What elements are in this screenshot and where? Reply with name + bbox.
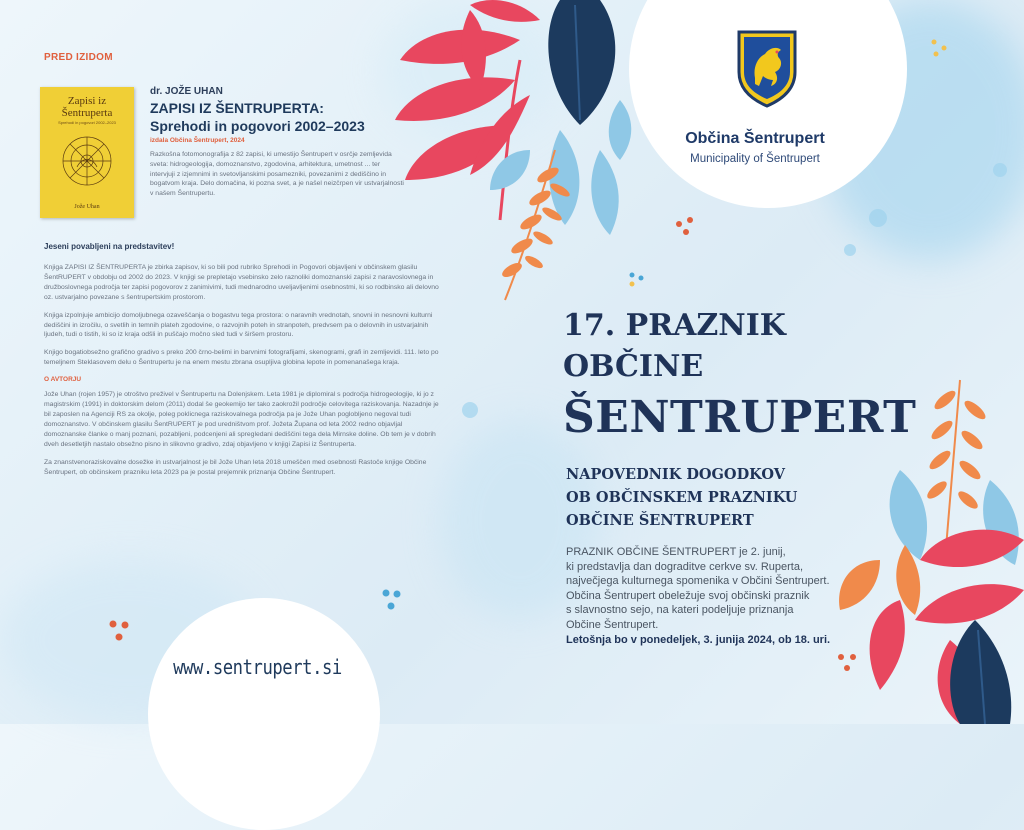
invite-heading: Jeseni povabljeni na predstavitev! xyxy=(44,242,175,251)
book-author: dr. JOŽE UHAN xyxy=(150,86,223,97)
article-paragraph: Knjiga ZAPISI IZ ŠENTRUPERTA je zbirka zapisov, ki so bili pod rubriko Sprehodi in Pogovori objavljeni v občinskem glasilu ŠentRUPERT v obdobju od 2002 do 2023. V knjigi se prepletajo vsebinsko zelo raznoliki domoznanski zapisi z naravoslovnega in družboslovnega področja ter zapisi pogovorov z zanimivimi, tudi mednarodno uveljavljenimi osebnostmi, ki so rodbinsko ali delovno oz. ustvarjalno povezane s šentrupertskim prostorom. xyxy=(44,264,439,301)
subheadline-line3: OBČINE ŠENTRUPERT xyxy=(566,512,754,529)
headline-line1: 17. PRAZNIK xyxy=(563,308,786,343)
intro-line: Občine Šentrupert. xyxy=(566,618,659,631)
coat-of-arms-icon xyxy=(735,28,799,108)
book-title xyxy=(150,99,412,135)
intro-line: PRAZNIK OBČINE ŠENTRUPERT je 2. junij, xyxy=(566,546,786,558)
cover-title-line2: Šentruperta xyxy=(61,107,113,119)
article-paragraph: Knjiga izpolnjuje ambicijo domoljubnega ozaveščanja o bogastvu tega prostora: o naravnih vrednotah, snovni in nesnovni kulturni dediščini in izročilu, o svetlih in temnih plateh zgodovine, o razvojnih poteh in stranpoteh, predvsem pa o delovnih in ustvarjalnih ljudeh, tudi o tistih, ki so iz kraja odšli in puščajo močno sled tudi v širšem prostoru. xyxy=(44,311,433,339)
website-circle xyxy=(148,598,380,830)
municipality-name: Občina Šentrupert xyxy=(685,130,825,147)
intro-line: Občina Šentrupert obeležuje svoj občinski praznik xyxy=(566,589,810,602)
municipality-subtitle: Municipality of Šentrupert xyxy=(690,153,820,165)
about-paragraph: Za znanstvenoraziskovalne dosežke in ustvarjalnost je bil Jože Uhan leta 2018 umeščen med osebnosti Rastoče knjige Občine Šentrupert, ob občinskem prazniku leta 2023 pa je postal prejemnik priznanja Občine Šentrupert. xyxy=(44,458,427,476)
subheadline xyxy=(566,463,797,532)
headline-line3: ŠENTRUPERT xyxy=(563,392,917,443)
book-info xyxy=(150,86,412,199)
cover-illustration xyxy=(57,129,117,189)
website-link[interactable]: www.sentrupert.si xyxy=(173,655,342,679)
cover-subtitle: Sprehodi in pogovori 2002–2023 xyxy=(58,120,116,125)
article-body xyxy=(44,242,439,485)
about-heading: O AVTORJU xyxy=(44,376,82,384)
cover-author: Jože Uhan xyxy=(74,204,100,210)
about-paragraph: Jože Uhan (rojen 1957) je otroštvo preživel v Šentrupertu na Dolenjskem. Leta 1981 je diplomiral s področja hidrogeologije, ki jo z magistrskim (1991) in doktorskim delom (2011) dodal še geokemijo ter tako zaokrožil področje celovitega raziskovanja. Nazadnje je bil zaposlen na Agenciji RS za okolje, poleg poklicnega raziskovalnega področja pa je Jože Uhan poglobljeno negoval tudi domoznanstvo. V občinskem glasilu ŠentRUPERT je pod uredništvom prof. Jožeta Župana od leta 2002 redno objavljal domoznanske članke o manj poznani, pozabljeni, podcenjeni ali spregledani dediščini tega dela Mirnske doline. Ob tem je v dobrih dveh desetletjih nastalo obsežno pisno in slikovno gradivo, zdaj objavljeno v knjigi Zapisi iz Šentruperta. xyxy=(44,391,439,448)
intro-date: Letošnja bo v ponedeljek, 3. junija 2024, ob 18. uri. xyxy=(566,633,831,646)
headline-line2: OBČINE xyxy=(563,349,704,384)
book-title-line1: ZAPISI IZ ŠENTRUPERTA: xyxy=(150,100,324,116)
article-paragraph: Knjigo bogatiobsežno grafično gradivo s preko 200 črno-belimi in barvnimi fotografijami, skenogrami, grafi in zemljevidi. 111. leto po temeljnem Steklasovem delu o Šentrupertu je na enem mestu zbrana osupljiva globina lepote in pomenanašega kraja. xyxy=(44,349,439,367)
intro-text xyxy=(566,545,866,647)
book-cover xyxy=(40,87,134,218)
intro-line: največjega kulturnega spomenika v Občini Šentrupert. xyxy=(566,575,830,588)
section-label: PRED IZIDOM xyxy=(44,52,113,63)
subheadline-line2: OB OBČINSKEM PRAZNIKU xyxy=(566,489,798,506)
subheadline-line1: NAPOVEDNIK DOGODKOV xyxy=(566,466,785,483)
intro-line: ki predstavlja dan dograditve cerkve sv. Ruperta, xyxy=(566,560,804,573)
book-title-line2: Sprehodi in pogovori 2002–2023 xyxy=(150,118,365,134)
book-publisher: izdala Občina Šentrupert, 2024 xyxy=(150,137,245,144)
cover-title-line1: Zapisi iz xyxy=(67,95,107,107)
intro-line: s slavnostno sejo, na kateri podeljuje priznanja xyxy=(566,604,794,617)
book-description: Razkošna fotomonografija z 82 zapisi, ki umestijo Šentrupert v osrčje zemljevida sveta: hidrogeologija, domoznanstvo, zgodovina, arhitektura, umetnost ... ter intervjuji z izjemnimi in svetovljanskimi posamezniki, povezanimi z dediščino in bogatvom kraja. Delo domačina, ki pozna svet, a je našel neizčrpen vir ustvarjalnosti v našem Šentrupertu. xyxy=(150,151,404,198)
